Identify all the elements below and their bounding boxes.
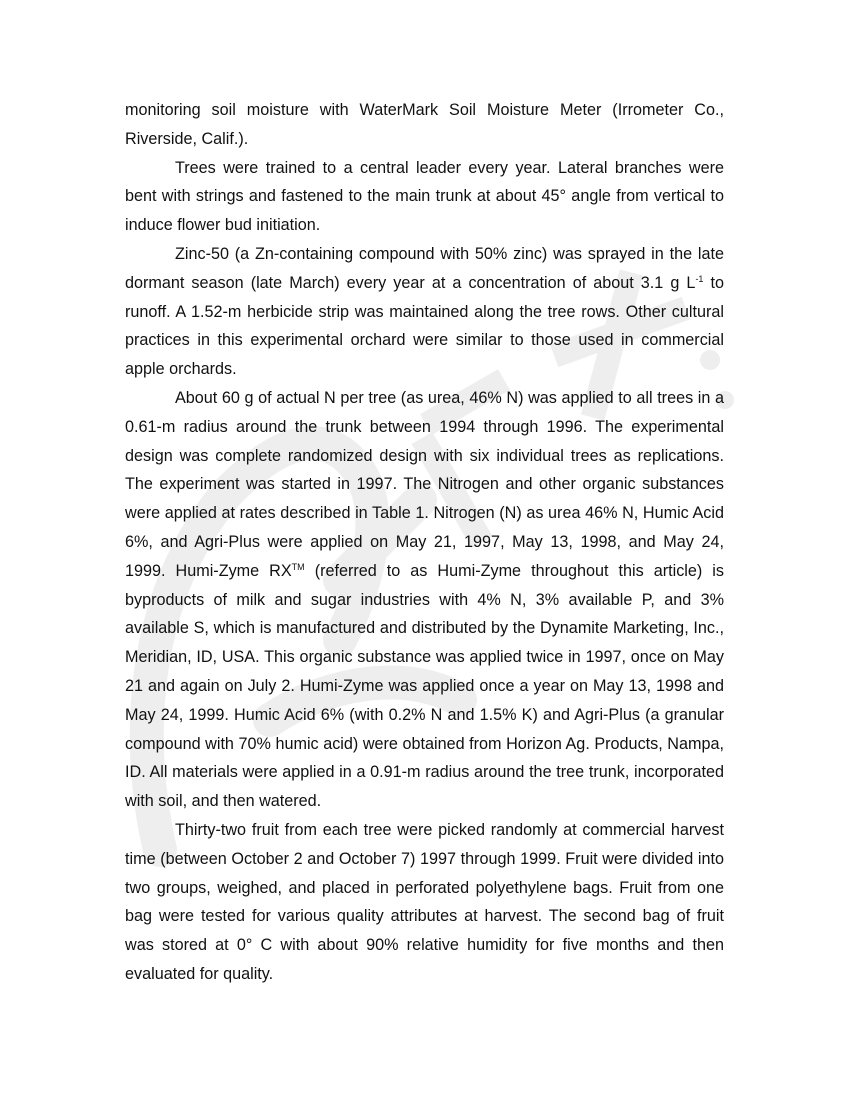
text-run: Trees were trained to a central leader every year. Lateral branches were bent with strings and fastened to the main trunk at about 45° angle from vertical to induce flower bud initiation.: [125, 158, 724, 235]
paragraph: [125, 96, 724, 154]
superscript: TM: [291, 561, 305, 572]
text-run: About 60 g of actual N per tree (as urea, 46% N) was applied to all trees in a 0.61-m radius around the trunk between 1994 through 1996. The experimental design was complete randomized design with six individual trees as replications. The experiment was started in 1997. The Nitrogen and other organic substances were applied at rates described in Table 1. Nitrogen (N) as urea 46% N, Humic Acid 6%, and Agri-Plus were applied on May 21, 1997, May 13, 1998, and May 24, 1999. Humi-Zyme RX: [125, 388, 724, 580]
text-run: Thirty-two fruit from each tree were picked randomly at commercial harvest time (between October 2 and October 7) 1997 through 1999. Fruit were divided into two groups, weighed, and placed in perforated polyethylene bags. Fruit from one bag were tested for various quality attributes at harvest. The second bag of fruit was stored at 0° C with about 90% relative humidity for five months and then evaluated for quality.: [125, 820, 724, 983]
text-run: (referred to as Humi-Zyme throughout this article) is byproducts of milk and sugar industries with 4% N, 3% available P, and 3% available S, which is manufactured and distributed by the Dynamite Marketing, Inc., Meridian, ID, USA. This organic substance was applied twice in 1997, once on May 21 and again on July 2. Humi-Zyme was applied once a year on May 13, 1998 and May 24, 1999. Humic Acid 6% (with 0.2% N and 1.5% K) and Agri-Plus (a granular compound with 70% humic acid) were obtained from Horizon Ag. Products, Nampa, ID. All materials were applied in a 0.91-m radius around the tree trunk, incorporated with soil, and then watered.: [125, 561, 724, 811]
paragraph: [125, 240, 724, 384]
paragraph: [125, 384, 724, 816]
paragraph: [125, 154, 724, 240]
document-body: [125, 96, 724, 989]
paragraph: [125, 816, 724, 989]
text-run: to runoff. A 1.52-m herbicide strip was maintained along the tree rows. Other cultural practices in this experimental orchard were similar to those used in commercial apple orchards.: [125, 273, 725, 379]
superscript: -1: [695, 273, 704, 284]
text-run: Zinc-50 (a Zn-containing compound with 50% zinc) was sprayed in the late dormant season (late March) every year at a concentration of about 3.1 g L: [125, 244, 724, 292]
text-run: monitoring soil moisture with WaterMark Soil Moisture Meter (Irrometer Co., Riverside, Calif.).: [125, 101, 724, 148]
